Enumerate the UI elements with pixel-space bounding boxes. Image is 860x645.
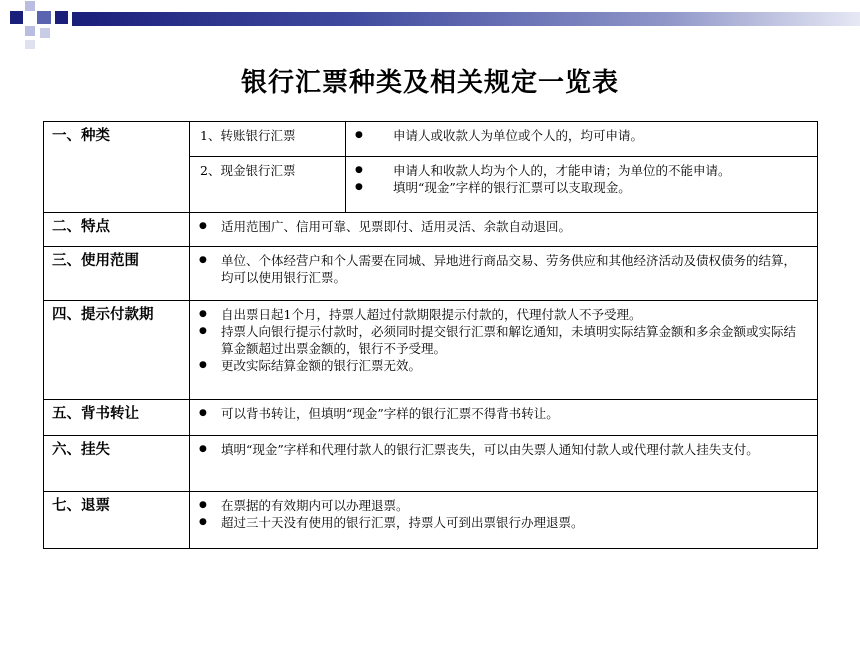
list-item: ● 适用范围广、信用可靠、见票即付、适用灵活、余款自动退回。 (199, 219, 572, 234)
table-row (44, 400, 818, 436)
bullet-icon: ● (199, 221, 207, 231)
bullet-cell (346, 157, 818, 213)
bullet-cell (190, 436, 818, 492)
bullet-cell (190, 213, 818, 247)
regulation-table (43, 121, 818, 549)
deco-square (25, 1, 35, 11)
subtype-cell: 1、转账银行汇票 (190, 122, 346, 157)
bullet-cell (190, 400, 818, 436)
table-row (44, 301, 818, 400)
category-cell: 四、提示付款期 (44, 301, 190, 400)
category-cell: 三、使用范围 (44, 247, 190, 301)
list-item: ● 自出票日起1个月，持票人超过付款期限提示付款的，代理付款人不予受理。 (199, 307, 642, 322)
bullet-cell (190, 492, 818, 549)
table-row (44, 247, 818, 301)
category-cell: 七、退票 (44, 492, 190, 549)
list-item: ● 可以背书转让，但填明“现金”字样的银行汇票不得背书转让。 (199, 406, 559, 421)
list-item: ● 更改实际结算金额的银行汇票无效。 (199, 358, 422, 373)
bullet-icon: ● (199, 326, 207, 336)
list-item: ● 持票人向银行提示付款时，必须同时提交银行汇票和解讫通知，未填明实际结算金额和多余金额或实际结算金额超过出票金额的，银行不予受理。 (199, 324, 797, 356)
header-gradient-bar (72, 12, 860, 26)
list-item: ● 申请人和收款人均为个人的，才能申请；为单位的不能申请。 (355, 163, 731, 178)
list-item: ● 在票据的有效期内可以办理退票。 (199, 498, 409, 513)
bullet-icon: ● (199, 408, 207, 418)
category-cell: 六、挂失 (44, 436, 190, 492)
list-item: ● 填明“现金”字样的银行汇票可以支取现金。 (355, 180, 631, 195)
bullet-icon: ● (355, 130, 363, 140)
table-row (44, 122, 818, 157)
deco-square (25, 40, 35, 49)
bullet-icon: ● (199, 360, 207, 370)
category-cell: 一、种类 (44, 122, 190, 213)
bullet-icon: ● (199, 500, 207, 510)
deco-square (25, 26, 35, 36)
bullet-icon: ● (199, 444, 207, 454)
page-title: 银行汇票种类及相关规定一览表 (240, 68, 619, 98)
bullet-cell (190, 247, 818, 301)
list-item: ● 单位、个体经营户和个人需要在同城、异地进行商品交易、劳务供应和其他经济活动及债权债务的结算，均可以使用银行汇票。 (199, 253, 797, 285)
bullet-icon: ● (355, 182, 363, 192)
table-row (44, 213, 818, 247)
list-item: ● 填明“现金”字样和代理付款人的银行汇票丧失，可以由失票人通知付款人或代理付款人挂失支付。 (199, 442, 759, 457)
subtype-cell: 2、现金银行汇票 (190, 157, 346, 213)
bullet-icon: ● (199, 255, 207, 265)
category-cell: 二、特点 (44, 213, 190, 247)
bullet-icon: ● (355, 165, 363, 175)
bullet-icon: ● (199, 309, 207, 319)
deco-square (40, 28, 50, 38)
table-row (44, 492, 818, 549)
deco-square (37, 11, 51, 24)
category-cell: 五、背书转让 (44, 400, 190, 436)
list-item: ● 超过三十天没有使用的银行汇票，持票人可到出票银行办理退票。 (199, 515, 584, 530)
bullet-icon: ● (199, 517, 207, 527)
bullet-cell (346, 122, 818, 157)
list-item: ● 申请人或收款人为单位或个人的，均可申请。 (355, 128, 644, 143)
table-row (44, 436, 818, 492)
bullet-cell (190, 301, 818, 400)
slide-decoration (0, 0, 860, 50)
deco-square (55, 11, 68, 24)
deco-square (10, 11, 23, 24)
